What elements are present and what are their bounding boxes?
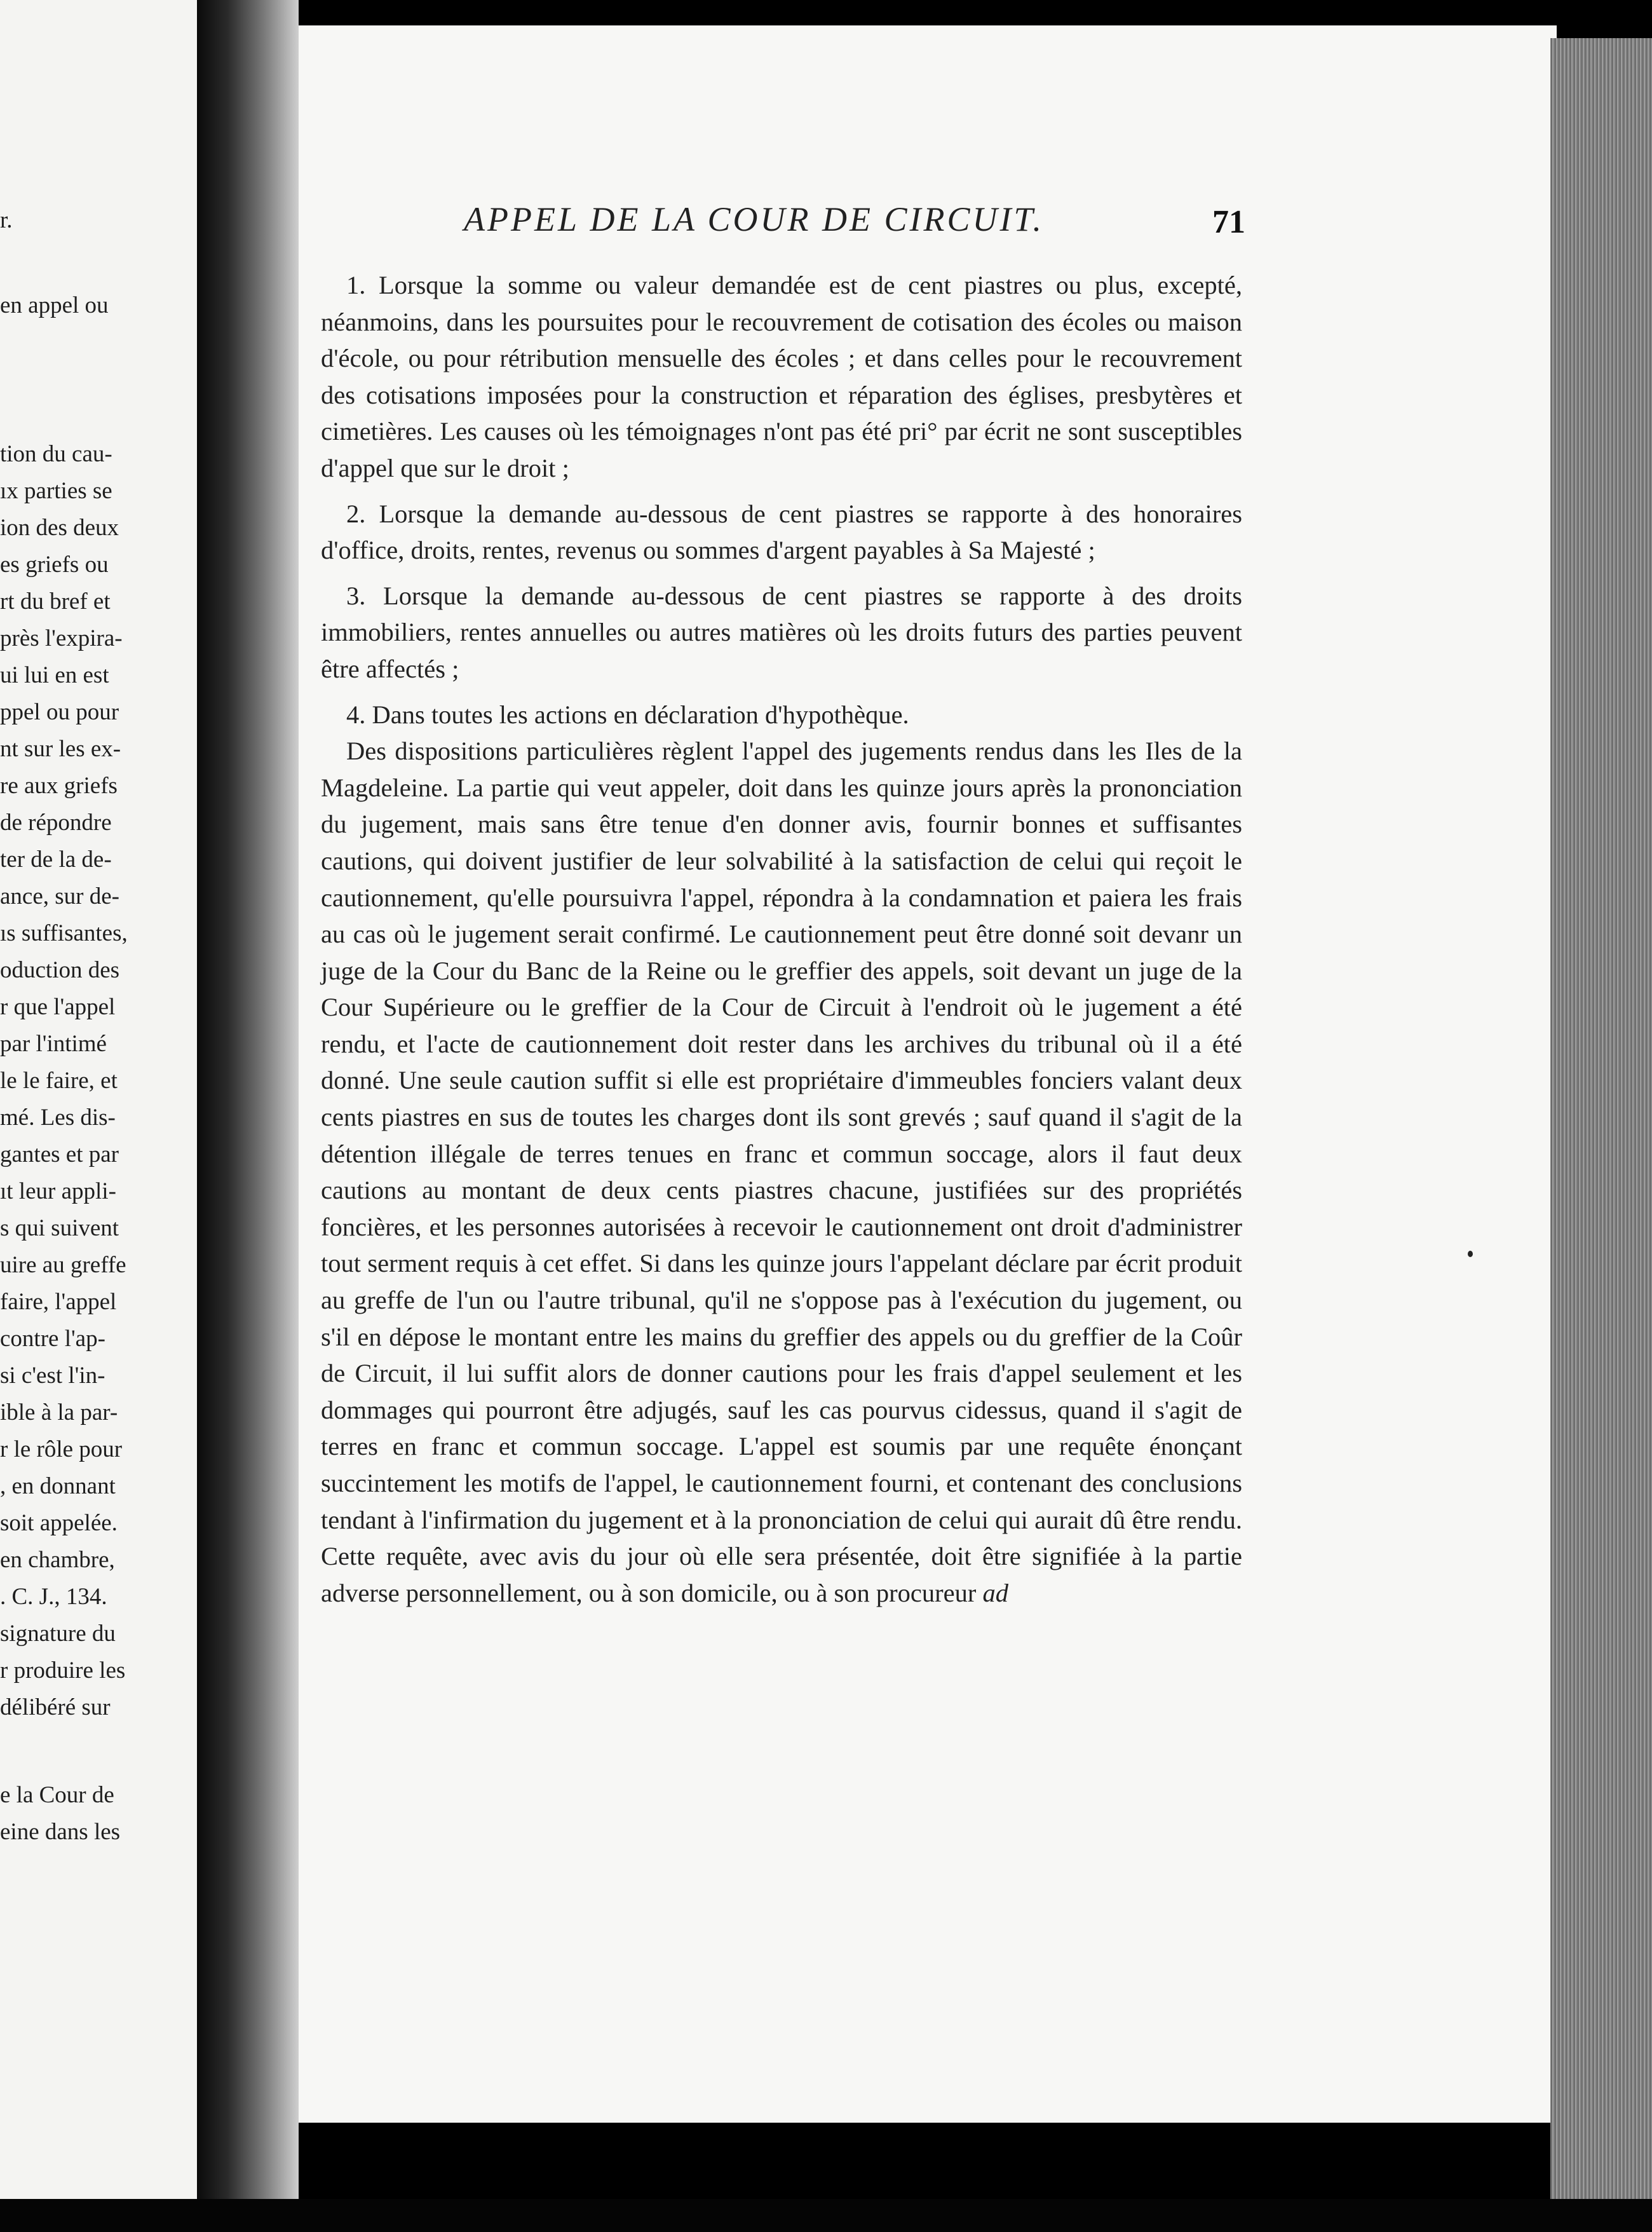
- left-line: mé. Les dis-: [0, 1105, 116, 1131]
- left-line: signature du: [0, 1621, 116, 1647]
- left-line: ıx parties se: [0, 478, 112, 504]
- left-line: ppel ou pour: [0, 699, 119, 725]
- previous-page-text: [0, 0, 197, 2232]
- left-line: s qui suivent: [0, 1215, 119, 1241]
- left-line: faire, l'appel: [0, 1289, 117, 1315]
- left-line: nt sur les ex-: [0, 736, 121, 762]
- left-line: en chambre,: [0, 1547, 115, 1573]
- left-line: eine dans les: [0, 1819, 121, 1845]
- page-number: 71: [1212, 204, 1245, 240]
- left-line: r le rôle pour: [0, 1436, 123, 1462]
- paragraph-1: 1. Lorsque la somme ou valeur demandée est de cent piastres ou plus, excepté, néanmoins, dans les poursuites pour le recouvrement de cotisation des écoles ou maison d'école, ou pour rétribution mensuelle des écoles ; et dans celles pour le recouvrement des cotisations imposées pour la construction et réparation des églises, presbytères et cimetières. Les causes où les témoignages n'ont pas été pri° par écrit ne sont susceptibles d'appel que sur le droit ;: [321, 271, 1242, 482]
- left-line: délibéré sur: [0, 1694, 111, 1720]
- book-gutter: [197, 0, 299, 2232]
- left-line: contre l'ap-: [0, 1326, 105, 1352]
- left-line: e la Cour de: [0, 1782, 114, 1808]
- left-line: près l'expira-: [0, 625, 123, 651]
- left-line: ıt leur appli-: [0, 1178, 116, 1204]
- paragraph-5: [321, 733, 1242, 1611]
- left-line: es griefs ou: [0, 552, 109, 578]
- left-line: par l'intimé: [0, 1031, 107, 1057]
- scan-border: [0, 2199, 1652, 2232]
- ink-speck: [1468, 1251, 1473, 1257]
- left-line: rt du bref et: [0, 589, 111, 615]
- paragraph-5-tail: ad: [982, 1578, 1008, 1607]
- paragraph-5-text: Des dispositions particulières règlent l'appel des jugements rendus dans les Iles de la Magdeleine. La partie qui veut appeler, doit dans les quinze jours après la prononciation du jugement, mais sans être tenue d'en donner avis, fournir bonnes et suffisantes cautions, qui doivent justifier de leur solvabilité à la satisfaction de celui qui reçoit le cautionnement, qu'elle poursuivra l'appel, répondra à la condamnation et paiera les frais au cas où le jugement serait confirmé. Le cautionnement peut être donné soit devanr un juge de la Cour du Banc de la Reine ou le greffier des appels, soit devant un juge de la Cour Supérieure ou le greffier de la Cour de Circuit à l'endroit où le jugement a été rendu, et l'acte de cautionnement doit rester dans les archives du tribunal où il a été donné. Une seule caution suffit si elle est propriétaire d'immeubles fonciers valant deux cents piastres en sus de toutes les charges dont ils sont grevés ; sauf quand il s'agit de la détention illégale de terres tenues en franc et commun soccage, alors il faut deux cautions au montant de deux cents piastres chacune, justifiées sur des propriétés foncières, et les personnes autorisées à recevoir le cautionnement ont droit d'administrer tout serment requis à cet effet. Si dans les quinze jours l'appelant déclare par écrit produit au greffe de l'un ou l'autre tribunal, qu'il ne s'oppose pas à l'exécution du jugement, ou s'il en dépose le montant entre les mains du greffier des appels ou du greffier de la Coûr de Circuit, il lui suffit alors de donner cautions pour les frais d'appel seulement et les dommages qui pourront être adjugés, sauf les cas pourvus cidessus, quand il s'agit de terres en franc et commun soccage. L'appel est soumis par une requête énonçant succintement les motifs de l'appel, le cautionnement fourni, et contenant des conclusions tendant à l'infirmation du jugement et à la prononciation de celui qui aurait dû être rendu. Cette requête, avec avis du jour où elle sera présentée, doit être signifiée à la partie adverse personnellement, ou à son domicile, ou à son procureur: [321, 737, 1242, 1607]
- left-line: ible à la par-: [0, 1399, 118, 1426]
- paragraph-4: 4. Dans toutes les actions en déclaration d'hypothèque.: [346, 700, 909, 729]
- left-line: r.: [0, 207, 13, 233]
- left-line: ui lui en est: [0, 662, 109, 688]
- left-line: de répondre: [0, 810, 112, 836]
- left-line: . C. J., 134.: [0, 1584, 107, 1610]
- previous-page: [0, 0, 197, 2232]
- book-page-edges: [1550, 38, 1652, 2232]
- paragraph-2: 2. Lorsque la demande au-dessous de cent piastres se rapporte à des honoraires d'office, droits, rentes, revenus ou sommes d'argent payables à Sa Majesté ;: [321, 499, 1242, 565]
- left-line: , en donnant: [0, 1473, 116, 1499]
- left-line: ance, sur de-: [0, 883, 119, 909]
- left-line: ıs suffisantes,: [0, 920, 128, 946]
- left-line: soit appelée.: [0, 1510, 118, 1536]
- left-line: r que l'appel: [0, 994, 116, 1020]
- left-line: en appel ou: [0, 292, 109, 318]
- left-line: ter de la de-: [0, 847, 112, 873]
- left-line: oduction des: [0, 957, 120, 983]
- paragraph-3: 3. Lorsque la demande au-dessous de cent piastres se rapporte à des droits immobiliers, rentes annuelles ou autres matières où les droits futurs des parties peuvent être affectés ;: [321, 581, 1242, 683]
- page-body: [321, 267, 1242, 1620]
- left-line: re aux griefs: [0, 773, 118, 799]
- left-line: si c'est l'in-: [0, 1363, 105, 1389]
- left-line: tion du cau-: [0, 441, 112, 467]
- running-header: APPEL DE LA COUR DE CIRCUIT.: [464, 200, 1045, 238]
- left-line: ion des deux: [0, 515, 119, 541]
- left-line: gantes et par: [0, 1141, 119, 1167]
- left-line: le le faire, et: [0, 1068, 118, 1094]
- left-line: uire au greffe: [0, 1252, 126, 1278]
- left-line: r produire les: [0, 1657, 126, 1684]
